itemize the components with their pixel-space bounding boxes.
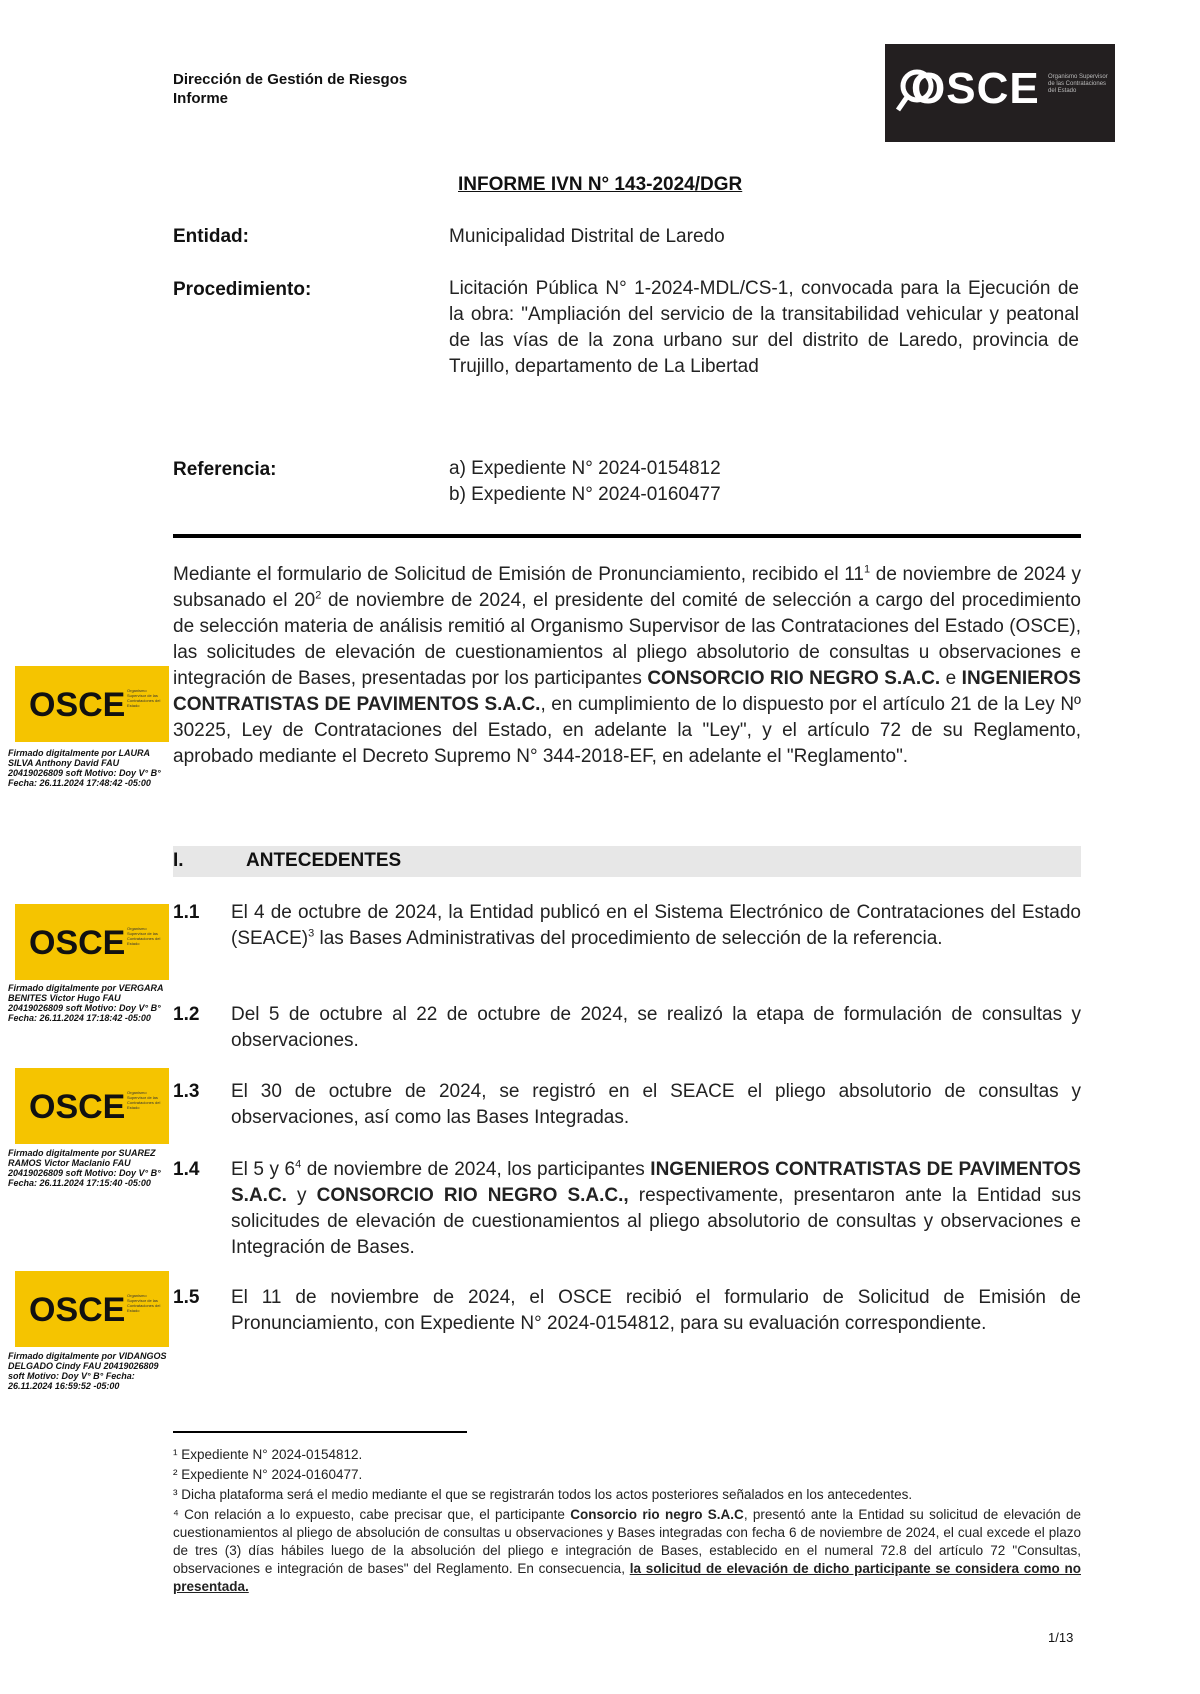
footnote-3: ³ Dicha plataforma será el medio mediante el que se registrarán todos los actos posteriores señalados en los antecedentes. [173, 1487, 913, 1502]
section-number: I. [173, 850, 184, 871]
referencia-a: a) Expediente N° 2024-0154812 [449, 458, 721, 479]
item-text: El 11 de noviembre de 2024, el OSCE recibió el formulario de Solicitud de Emisión de Pronunciamiento, con Expediente N° 2024-0154812, para su evaluación correspondiente. [231, 1287, 1081, 1334]
footnote-ref-1[interactable]: 1 [864, 563, 871, 576]
divider-rule [173, 534, 1081, 538]
item-text: El 5 y $6^4$ de noviembre de 2024, los participantes INGENIEROS CONTRATISTAS DE PAVIMENTOS S.A.C. y CONSORCIO RIO NEGRO S.A.C., respectivamente, presentaron ante la Entidad sus solicitudes de elevación de cuestionamientos al pliego absolutorio de consultas y observaciones e Integración de Bases. [231, 1158, 1081, 1258]
item-number: 1.2 [173, 1004, 200, 1025]
footnote-4: ⁴ Con relación a lo expuesto, cabe precisar que, el participante Consorcio rio negro S.A.C, presentó ante la Entidad su solicitud de elevación de cuestionamientos al pliego de absolución de consultas u observaciones y Bases integradas con fecha 6 de noviembre de 2024, el cual excede el plazo de tres (3) días hábiles luego de la absolución del pliego e integración de Bases, establecido en el numeral 72.8 del artículo 72 "Consultas, observaciones e integración de bases" del Reglamento. En consecuencia, la solicitud de elevación de dicho participante se considera como no presentada. [173, 1507, 1081, 1594]
referencia-b: b) Expediente N° 2024-0160477 [449, 484, 721, 505]
signature-text: Firmado digitalmente por VERGARA BENITES Victor Hugo FAU 20419026809 soft Motivo: Doy V° B° Fecha: 26.11.2024 17:18:42 -05:00 [8, 983, 164, 1023]
referencia-label: Referencia: [173, 459, 277, 480]
signature-text: Firmado digitalmente por LAURA SILVA Anthony David FAU 20419026809 soft Motivo: Doy V° B° Fecha: 26.11.2024 17:48:42 -05:00 [8, 748, 161, 788]
signature-logo: OSCE Organismo Supervisor de las Contrataciones del Estado [15, 666, 169, 742]
signature-text: Firmado digitalmente por VIDANGOS DELGADO Cindy FAU 20419026809 soft Motivo: Doy V° B° Fecha: 26.11.2024 16:59:52 -05:00 [8, 1351, 167, 1391]
participant-2: INGENIEROS CONTRATISTAS DE PAVIMENTOS S.A.C. [173, 668, 1081, 715]
footnote-rule [173, 1431, 467, 1433]
signature-logo: OSCE Organismo Supervisor de las Contrataciones del Estado [15, 1068, 169, 1144]
item-text: El 30 de octubre de 2024, se registró en el SEACE el pliego absolutorio de consultas y observaciones, así como las Bases Integradas. [231, 1081, 1081, 1128]
item-number: 1.5 [173, 1287, 200, 1308]
procedimiento-value: Licitación Pública N° 1-2024-MDL/CS-1, convocada para la Ejecución de la obra: "Ampliación del servicio de la transitabilidad vehicular y peatonal de las vías de la zona urbano sur del distrito de Laredo, provincia de Trujillo, departamento de La Libertad [449, 278, 1079, 377]
footnote-2: ² Expediente N° 2024-0160477. [173, 1467, 363, 1482]
item-number: 1.1 [173, 902, 200, 923]
participant-1: CONSORCIO RIO NEGRO S.A.C. [647, 668, 941, 689]
item-text: El 4 de octubre de 2024, la Entidad publicó en el Sistema Electrónico de Contrataciones del Estado (SEACE)$^3$ las Bases Administrativas del procedimiento de selección de la referencia. [231, 902, 1081, 949]
logo-subtitle: Organismo Supervisor de las Contrataciones del Estado [1048, 74, 1108, 94]
header-org [173, 70, 407, 108]
item-text: Del 5 de octubre al 22 de octubre de 2024, se realizó la etapa de formulación de consultas y observaciones. [231, 1004, 1081, 1051]
entidad-label: Entidad: [173, 226, 249, 247]
referencia-values [449, 456, 1079, 508]
signature-text: Firmado digitalmente por SUAREZ RAMOS Victor Maclanio FAU 20419026809 soft Motivo: Doy V° B° Fecha: 26.11.2024 17:15:40 -05:00 [8, 1148, 161, 1188]
document-title: INFORME IVN N° 143-2024/DGR [458, 174, 743, 195]
intro-paragraph: Mediante el formulario de Solicitud de Emisión de Pronunciamiento, recibido el $11^1$ de noviembre de 2024 y subsanado el $20^2$ de noviembre de 2024, el presidente del comité de selección a cargo del procedimiento de selección materia de análisis remitió al Organismo Supervisor de las Contrataciones del Estado (OSCE), las solicitudes de elevación de cuestionamientos al pliego absolutorio de consultas u observaciones e integración de Bases, presentadas por los participantes CONSORCIO RIO NEGRO S.A.C. e INGENIEROS CONTRATISTAS DE PAVIMENTOS S.A.C., en cumplimiento de lo dispuesto por el artículo 21 de la Ley Nº 30225, Ley de Contrataciones del Estado, en adelante la "Ley", y el artículo 72 de su Reglamento, aprobado mediante el Decreto Supremo N° 344-2018-EF, en adelante el "Reglamento". [173, 563, 1081, 767]
item-number: 1.4 [173, 1159, 200, 1180]
logo-text: OSCE [911, 64, 1040, 113]
signature-logo: OSCE Organismo Supervisor de las Contrataciones del Estado [15, 1271, 169, 1347]
section-title: ANTECEDENTES [246, 850, 402, 871]
page-number: 1/13 [1048, 1630, 1074, 1645]
footnote-1: ¹ Expediente N° 2024-0154812. [173, 1447, 363, 1462]
osce-logo [885, 44, 1115, 142]
procedimiento-label: Procedimiento: [173, 279, 312, 300]
footnote-ref-3[interactable]: 3 [308, 927, 315, 940]
entidad-value: Municipalidad Distrital de Laredo [449, 226, 725, 247]
header-org-line2: Informe [173, 90, 229, 107]
footnote-ref-4[interactable]: 4 [295, 1158, 302, 1171]
header-org-line1: Dirección de Gestión de Riesgos [173, 71, 408, 88]
signature-logo: OSCE Organismo Supervisor de las Contrataciones del Estado [15, 904, 169, 980]
footnote-ref-2[interactable]: 2 [315, 589, 322, 602]
item-number: 1.3 [173, 1081, 200, 1102]
